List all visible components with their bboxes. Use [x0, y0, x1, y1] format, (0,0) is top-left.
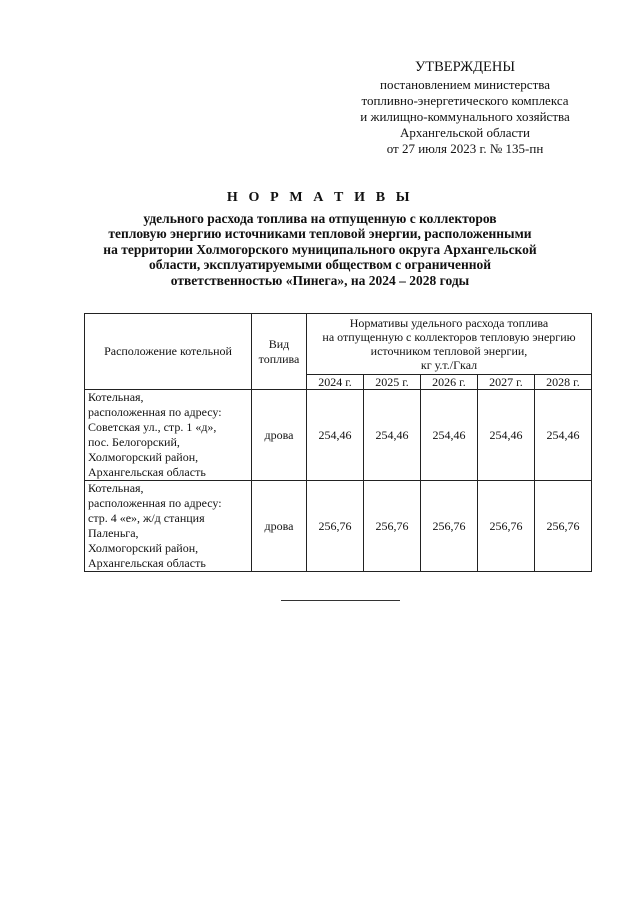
title-line: ответственностью «Пинега», на 2024 – 2028 годы [170, 272, 470, 288]
year-header: 2025 г. [363, 375, 420, 390]
norms-header-line: на отпущенную с коллекторов тепловую энергию [322, 330, 576, 344]
address-line: Архангельская область [88, 556, 206, 570]
address-line: Архангельская область [88, 465, 206, 479]
column-header-fuel [252, 314, 307, 390]
address-line: Котельная, [88, 390, 144, 404]
norm-value-cell: 254,46 [477, 390, 534, 481]
table-row [85, 481, 592, 572]
title-line: области, эксплуатируемыми обществом с ограниченной [148, 257, 492, 273]
year-header: 2024 г. [307, 375, 364, 390]
address-line: стр. 4 «е», ж/д станция [88, 511, 205, 525]
title-line: тепловую энергию источниками тепловой энергии, расположенными [108, 226, 532, 242]
address-line: Котельная, [88, 481, 144, 495]
table-header-row [85, 314, 592, 375]
approval-line: топливно-энергетического комплекса [361, 93, 569, 108]
address-line: Холмогорский район, [88, 450, 199, 464]
norm-value-cell: 254,46 [420, 390, 477, 481]
year-header: 2027 г. [477, 375, 534, 390]
norm-value-cell: 256,76 [477, 481, 534, 572]
approval-heading: УТВЕРЖДЕНЫ [414, 59, 516, 75]
year-header: 2028 г. [534, 375, 591, 390]
approval-line: от 27 июля 2023 г. № 135-пн [386, 141, 544, 156]
document-title [60, 190, 580, 289]
table-row [85, 390, 592, 481]
norm-value-cell: 254,46 [534, 390, 591, 481]
title-line: на территории Холмогорского муниципального округа Архангельской [103, 241, 537, 257]
norms-table [84, 313, 592, 572]
norms-header-line: источником тепловой энергии, [370, 344, 528, 358]
fuel-header-line: Вид [268, 336, 290, 351]
address-line: Паленьга, [88, 526, 139, 540]
year-header: 2026 г. [420, 375, 477, 390]
norm-value-cell: 254,46 [363, 390, 420, 481]
title-line: удельного расхода топлива на отпущенную с коллекторов [143, 210, 497, 226]
fuel-header-line: топлива [258, 351, 300, 366]
norm-value-cell: 256,76 [363, 481, 420, 572]
norm-value-cell: 256,76 [420, 481, 477, 572]
address-line: Советская ул., стр. 1 «д», [88, 420, 217, 434]
approval-line: и жилищно-коммунального хозяйства [360, 109, 570, 124]
address-line: пос. Белогорский, [88, 435, 180, 449]
title-heading: Н О Р М А Т И В Ы [226, 190, 414, 205]
norms-header-line: кг у.т./Гкал [420, 358, 478, 372]
approval-line: Архангельской области [400, 125, 530, 140]
fuel-type-cell: дрова [252, 481, 307, 572]
address-line: расположенная по адресу: [88, 496, 222, 510]
column-header-location: Расположение котельной [85, 314, 252, 390]
norm-value-cell: 256,76 [534, 481, 591, 572]
fuel-type-cell: дрова [252, 390, 307, 481]
address-line: расположенная по адресу: [88, 405, 222, 419]
approval-block [320, 58, 610, 157]
norm-value-cell: 256,76 [307, 481, 364, 572]
approval-line: постановлением министерства [379, 77, 550, 92]
boiler-address [85, 481, 252, 572]
column-header-norms [307, 314, 592, 375]
norms-header-line: Нормативы удельного расхода топлива [349, 316, 549, 330]
address-line: Холмогорский район, [88, 541, 199, 555]
norm-value-cell: 254,46 [307, 390, 364, 481]
closing-rule [281, 600, 400, 601]
boiler-address [85, 390, 252, 481]
